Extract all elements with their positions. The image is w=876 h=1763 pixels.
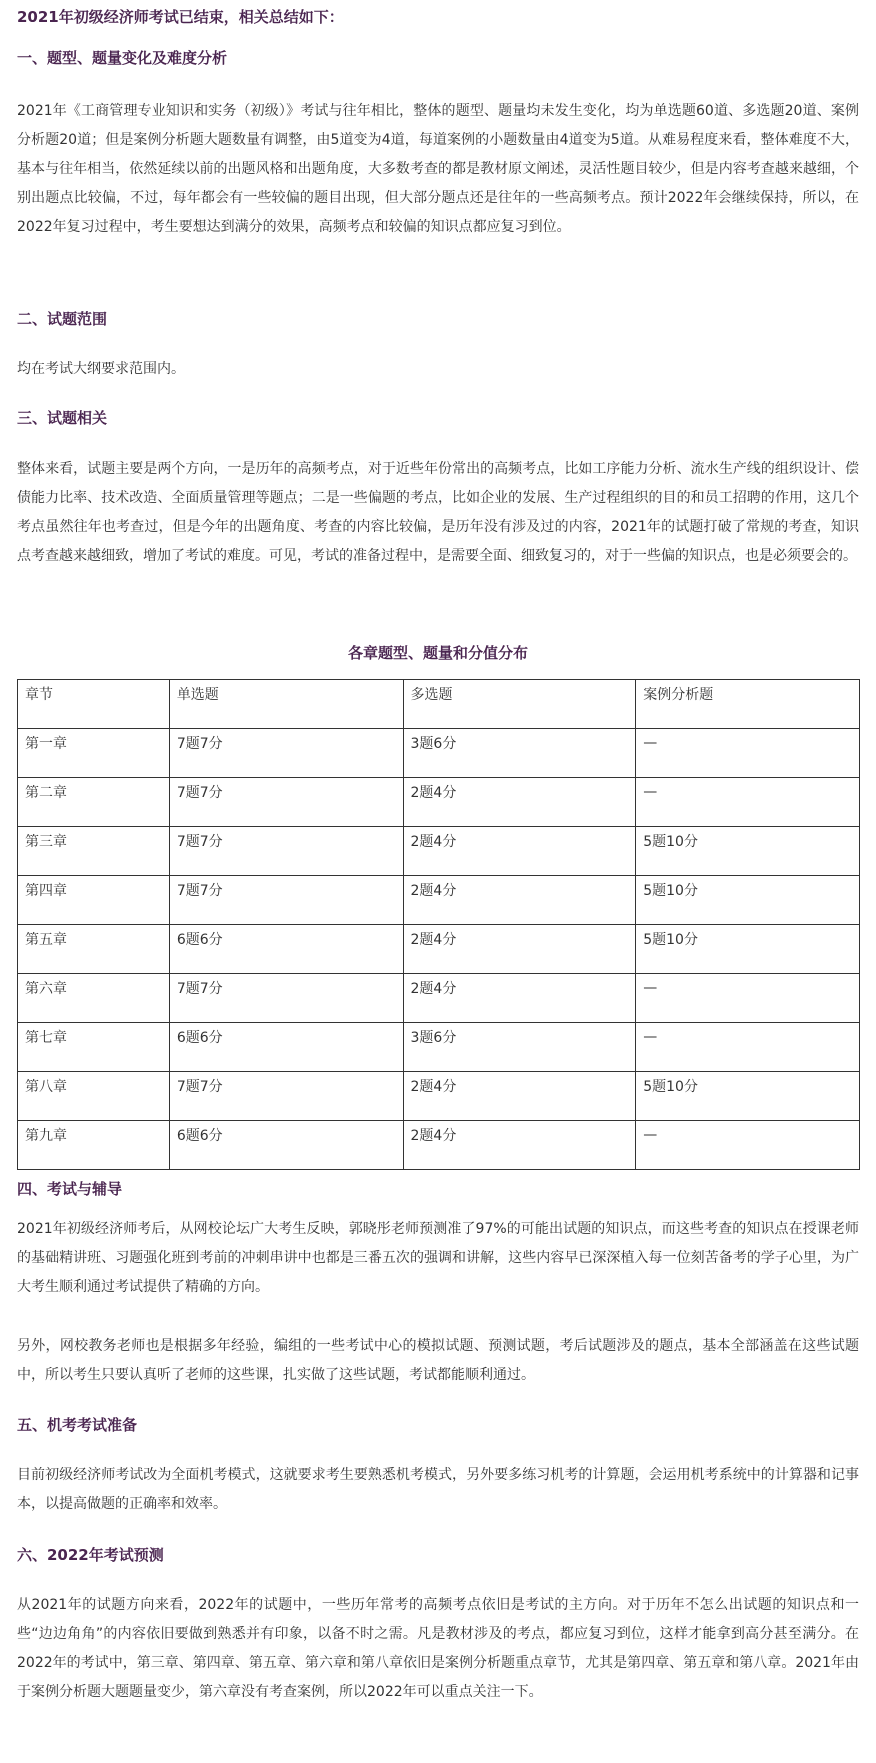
- cell-case-analysis: [636, 1072, 860, 1121]
- cell-single-choice: [169, 876, 403, 925]
- section-1-paragraph: 2021年《工商管理专业知识和实务（初级）》考试与往年相比，整体的题型、题量均未发生变化，均为单选题60道、多选题20道、案例分析题20道；但是案例分析题大题数量有调整，由5道变为4道，每道案例的小题数量由4道变为5道。从难易程度来看，整体难度不大，基本与往年相当，依然延续以前的出题风格和出题角度，大多数考查的都是教材原文阐述，灵活性题目较少，但是内容考查越来越细，个别出题点比较偏，不过，每年都会有一些较偏的题目出现，但大部分题点还是往年的一些高频考点。预计2022年会继续保持，所以，在2022年复习过程中，考生要想达到满分的效果，高频考点和较偏的知识点都应复习到位。: [17, 103, 859, 235]
- cell-text: 5题10分: [643, 883, 698, 899]
- cell-multiple-choice: [403, 1121, 636, 1170]
- cell-case-analysis: [636, 729, 860, 778]
- cell-text: 章节: [25, 687, 53, 703]
- cell-text: 2题4分: [410, 834, 457, 850]
- cell-chapter: [18, 925, 170, 974]
- cell-text: 第七章: [25, 1030, 67, 1046]
- cell-text: 2题4分: [410, 932, 457, 948]
- cell-single-choice: [169, 1121, 403, 1170]
- section-4-heading: 四、考试与辅导: [17, 1180, 123, 1198]
- cell-text: —: [643, 735, 658, 751]
- distribution-table: [17, 679, 860, 1170]
- cell-text: 单选题: [176, 687, 219, 703]
- cell-text: 第一章: [25, 736, 67, 752]
- cell-text: 3题6分: [410, 1030, 457, 1046]
- cell-single-choice: [169, 778, 403, 827]
- section-5-paragraph: 目前初级经济师考试改为全面机考模式，这就要求考生要熟悉机考模式，另外要多练习机考的计算题，会运用机考系统中的计算器和记事本，以提高做题的正确率和效率。: [17, 1467, 859, 1512]
- cell-text: 第八章: [25, 1079, 67, 1095]
- table-row: [18, 778, 860, 827]
- cell-multiple-choice: [403, 974, 636, 1023]
- cell-chapter: [18, 1023, 170, 1072]
- cell-text: 第五章: [25, 932, 67, 948]
- cell-text: 5题10分: [643, 834, 698, 850]
- cell-text: 7题7分: [176, 883, 223, 899]
- cell-text: 第三章: [25, 834, 67, 850]
- section-3-paragraph: 整体来看，试题主要是两个方向，一是历年的高频考点，对于近些年份常出的高频考点，比如工序能力分析、流水生产线的组织设计、偿债能力比率、技术改造、全面质量管理等题点；二是一些偏题的考点，比如企业的发展、生产过程组织的目的和员工招聘的作用，这几个考点虽然往年也考查过，但是今年的出题角度、考查的内容比较偏，是历年没有涉及过的内容，2021年的试题打破了常规的考查，知识点考查越来越细致，增加了考试的难度。可见，考试的准备过程中，是需要全面、细致复习的，对于一些偏的知识点，也是必须要会的。: [17, 461, 859, 564]
- header-cell-chapter: [18, 680, 170, 729]
- cell-text: 7题7分: [176, 785, 223, 801]
- cell-text: 7题7分: [176, 1079, 223, 1095]
- section-1-heading: 一、题型、题量变化及难度分析: [17, 49, 228, 67]
- section-2-paragraph: 均在考试大纲要求范围内。: [17, 361, 185, 377]
- cell-chapter: [18, 729, 170, 778]
- cell-text: —: [643, 1029, 658, 1045]
- cell-chapter: [18, 1121, 170, 1170]
- cell-multiple-choice: [403, 1023, 636, 1072]
- cell-single-choice: [169, 1023, 403, 1072]
- section-4-paragraph-2: 另外，网校教务老师也是根据多年经验，编组的一些考试中心的模拟试题、预测试题，考后试题涉及的题点，基本全部涵盖在这些试题中，所以考生只要认真听了老师的这些课，扎实做了这些试题，考试都能顺利通过。: [17, 1338, 859, 1383]
- cell-chapter: [18, 1072, 170, 1121]
- cell-single-choice: [169, 1072, 403, 1121]
- cell-text: 6题6分: [176, 1030, 223, 1046]
- cell-chapter: [18, 974, 170, 1023]
- cell-text: 第二章: [25, 785, 67, 801]
- cell-text: 案例分析题: [643, 687, 714, 703]
- cell-text: 2题4分: [410, 785, 457, 801]
- cell-multiple-choice: [403, 925, 636, 974]
- cell-chapter: [18, 778, 170, 827]
- section-2-heading: 二、试题范围: [17, 310, 108, 328]
- cell-case-analysis: [636, 1023, 860, 1072]
- table-row: [18, 1121, 860, 1170]
- cell-case-analysis: [636, 827, 860, 876]
- table-title: 各章题型、题量和分值分布: [347, 644, 528, 662]
- cell-multiple-choice: [403, 876, 636, 925]
- section-5-heading: 五、机考考试准备: [17, 1416, 138, 1434]
- table-row: [18, 925, 860, 974]
- cell-text: 第九章: [25, 1128, 67, 1144]
- cell-chapter: [18, 827, 170, 876]
- cell-multiple-choice: [403, 1072, 636, 1121]
- cell-text: 2题4分: [410, 1079, 457, 1095]
- cell-multiple-choice: [403, 778, 636, 827]
- table-row: [18, 729, 860, 778]
- cell-multiple-choice: [403, 729, 636, 778]
- cell-text: 多选题: [410, 687, 453, 703]
- cell-text: 5题10分: [643, 1079, 698, 1095]
- cell-text: 2题4分: [410, 1128, 457, 1144]
- cell-text: 6题6分: [176, 932, 223, 948]
- cell-single-choice: [169, 827, 403, 876]
- cell-text: —: [643, 1127, 658, 1143]
- section-6-paragraph: 从2021年的试题方向来看，2022年的试题中，一些历年常考的高频考点依旧是考试的主方向。对于历年不怎么出试题的知识点和一些“边边角角”的内容依旧要做到熟悉并有印象，以备不时之需。凡是教材涉及的考点，都应复习到位，这样才能拿到高分甚至满分。在2022年的考试中，第三章、第四章、第五章、第六章和第八章依旧是案例分析题重点章节，尤其是第四章、第五章和第八章。2021年由于案例分析题大题题量变少，第六章没有考查案例，所以2022年可以重点关注一下。: [17, 1597, 859, 1700]
- cell-chapter: [18, 876, 170, 925]
- table-row: [18, 827, 860, 876]
- cell-text: 7题7分: [176, 736, 223, 752]
- cell-case-analysis: [636, 778, 860, 827]
- cell-text: 第四章: [25, 883, 67, 899]
- cell-case-analysis: [636, 974, 860, 1023]
- cell-case-analysis: [636, 1121, 860, 1170]
- header-cell-multiple-choice: [403, 680, 636, 729]
- table-row: [18, 1023, 860, 1072]
- cell-text: 2题4分: [410, 981, 457, 997]
- table-row: [18, 974, 860, 1023]
- cell-case-analysis: [636, 925, 860, 974]
- cell-text: 5题10分: [643, 932, 698, 948]
- cell-text: —: [643, 980, 658, 996]
- cell-multiple-choice: [403, 827, 636, 876]
- cell-case-analysis: [636, 876, 860, 925]
- cell-text: —: [643, 784, 658, 800]
- table-row: [18, 876, 860, 925]
- table-header-row: [18, 680, 860, 729]
- header-cell-case-analysis: [636, 680, 860, 729]
- cell-text: 第六章: [25, 981, 67, 997]
- cell-text: 6题6分: [176, 1128, 223, 1144]
- section-4-paragraph-1: 2021年初级经济师考后，从网校论坛广大考生反映，郭晓彤老师预测准了97%的可能出试题的知识点，而这些考查的知识点在授课老师的基础精讲班、习题强化班到考前的冲刺串讲中也都是三番五次的强调和讲解，这些内容早已深深植入每一位刻苦备考的学子心里，为广大考生顺利通过考试提供了精确的方向。: [17, 1221, 859, 1295]
- cell-single-choice: [169, 925, 403, 974]
- section-6-heading: 六、2022年考试预测: [17, 1546, 164, 1564]
- cell-text: 3题6分: [410, 736, 457, 752]
- cell-single-choice: [169, 974, 403, 1023]
- header-cell-single-choice: [169, 680, 403, 729]
- cell-single-choice: [169, 729, 403, 778]
- table-row: [18, 1072, 860, 1121]
- intro-line: 2021年初级经济师考试已结束，相关总结如下：: [17, 8, 344, 26]
- cell-text: 7题7分: [176, 981, 223, 997]
- cell-text: 2题4分: [410, 883, 457, 899]
- section-3-heading: 三、试题相关: [17, 409, 108, 427]
- cell-text: 7题7分: [176, 834, 223, 850]
